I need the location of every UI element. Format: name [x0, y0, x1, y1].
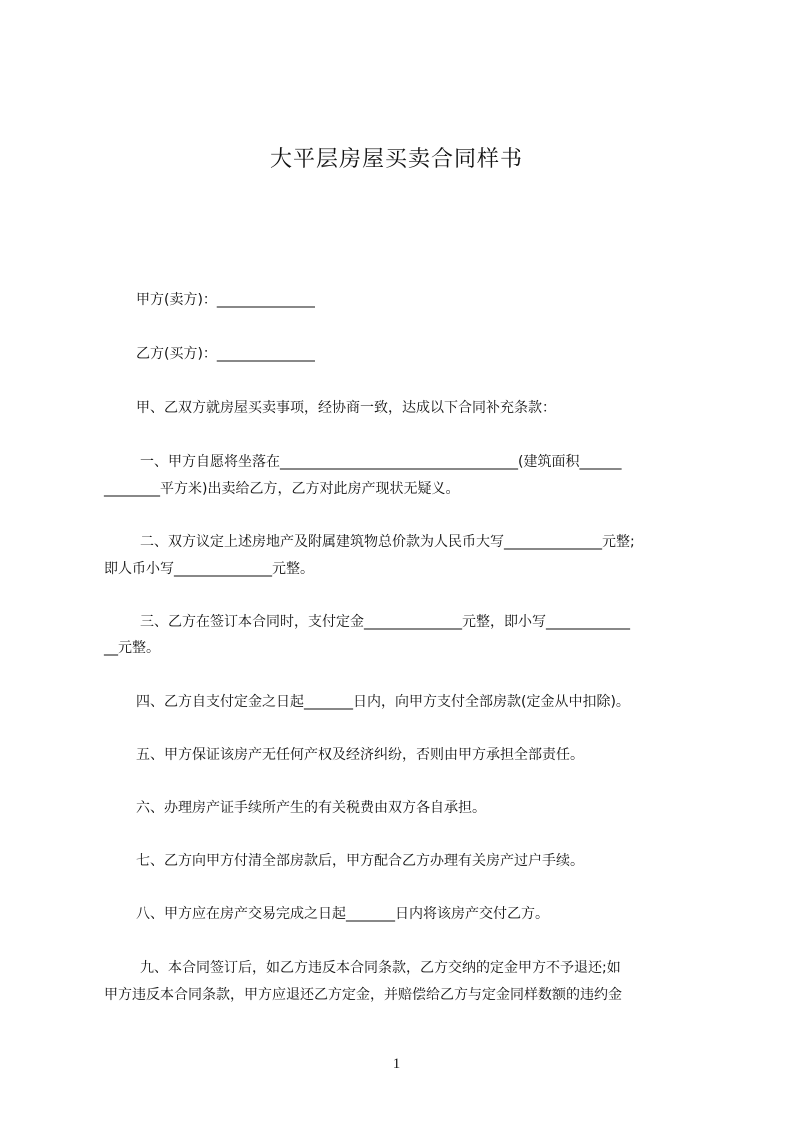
party-b-buyer-line: 乙方(买方)：______________: [136, 346, 315, 362]
clause-8: 八、甲方应在房产交易完成之日起_______日内将该房产交付乙方。: [136, 906, 549, 922]
clause-4: 四、乙方自支付定金之日起_______日内，向甲方支付全部房款(定金从中扣除)。: [136, 694, 630, 710]
clause-3-line-1: 三、乙方在签订本合同时，支付定金______________元整，即小写____________: [140, 614, 630, 630]
clause-9-line-2: 甲方违反本合同条款，甲方应退还乙方定金，并赔偿给乙方与定金同样数额的违约金: [104, 987, 622, 1003]
preamble-paragraph: 甲、乙双方就房屋买卖事项，经协商一致，达成以下合同补充条款：: [136, 400, 556, 416]
party-a-seller-line: 甲方(卖方)：______________: [136, 292, 315, 308]
clause-5: 五、甲方保证该房产无任何产权及经济纠纷，否则由甲方承担全部责任。: [136, 747, 584, 763]
document-title: 大平层房屋买卖合同样书: [269, 147, 523, 172]
clause-1-line-2: ________平方米)出卖给乙方，乙方对此房产现状无疑义。: [104, 481, 460, 497]
clause-6: 六、办理房产证手续所产生的有关税费由双方各自承担。: [136, 800, 486, 816]
clause-2-line-2: 即人币小写______________元整。: [104, 561, 314, 577]
clause-9-line-1: 九、本合同签订后，如乙方违反本合同条款，乙方交纳的定金甲方不予退还;如: [140, 960, 621, 976]
page-number: 1: [392, 1056, 401, 1072]
clause-7: 七、乙方向甲方付清全部房款后，甲方配合乙方办理有关房产过户手续。: [136, 853, 584, 869]
clause-2-line-1: 二、双方议定上述房地产及附属建筑物总价款为人民币大写______________元整;: [140, 534, 635, 550]
clause-1-line-1: 一、甲方自愿将坐落在__________________________________(建筑面积______: [140, 454, 622, 470]
clause-3-line-2: __元整。: [104, 640, 160, 656]
